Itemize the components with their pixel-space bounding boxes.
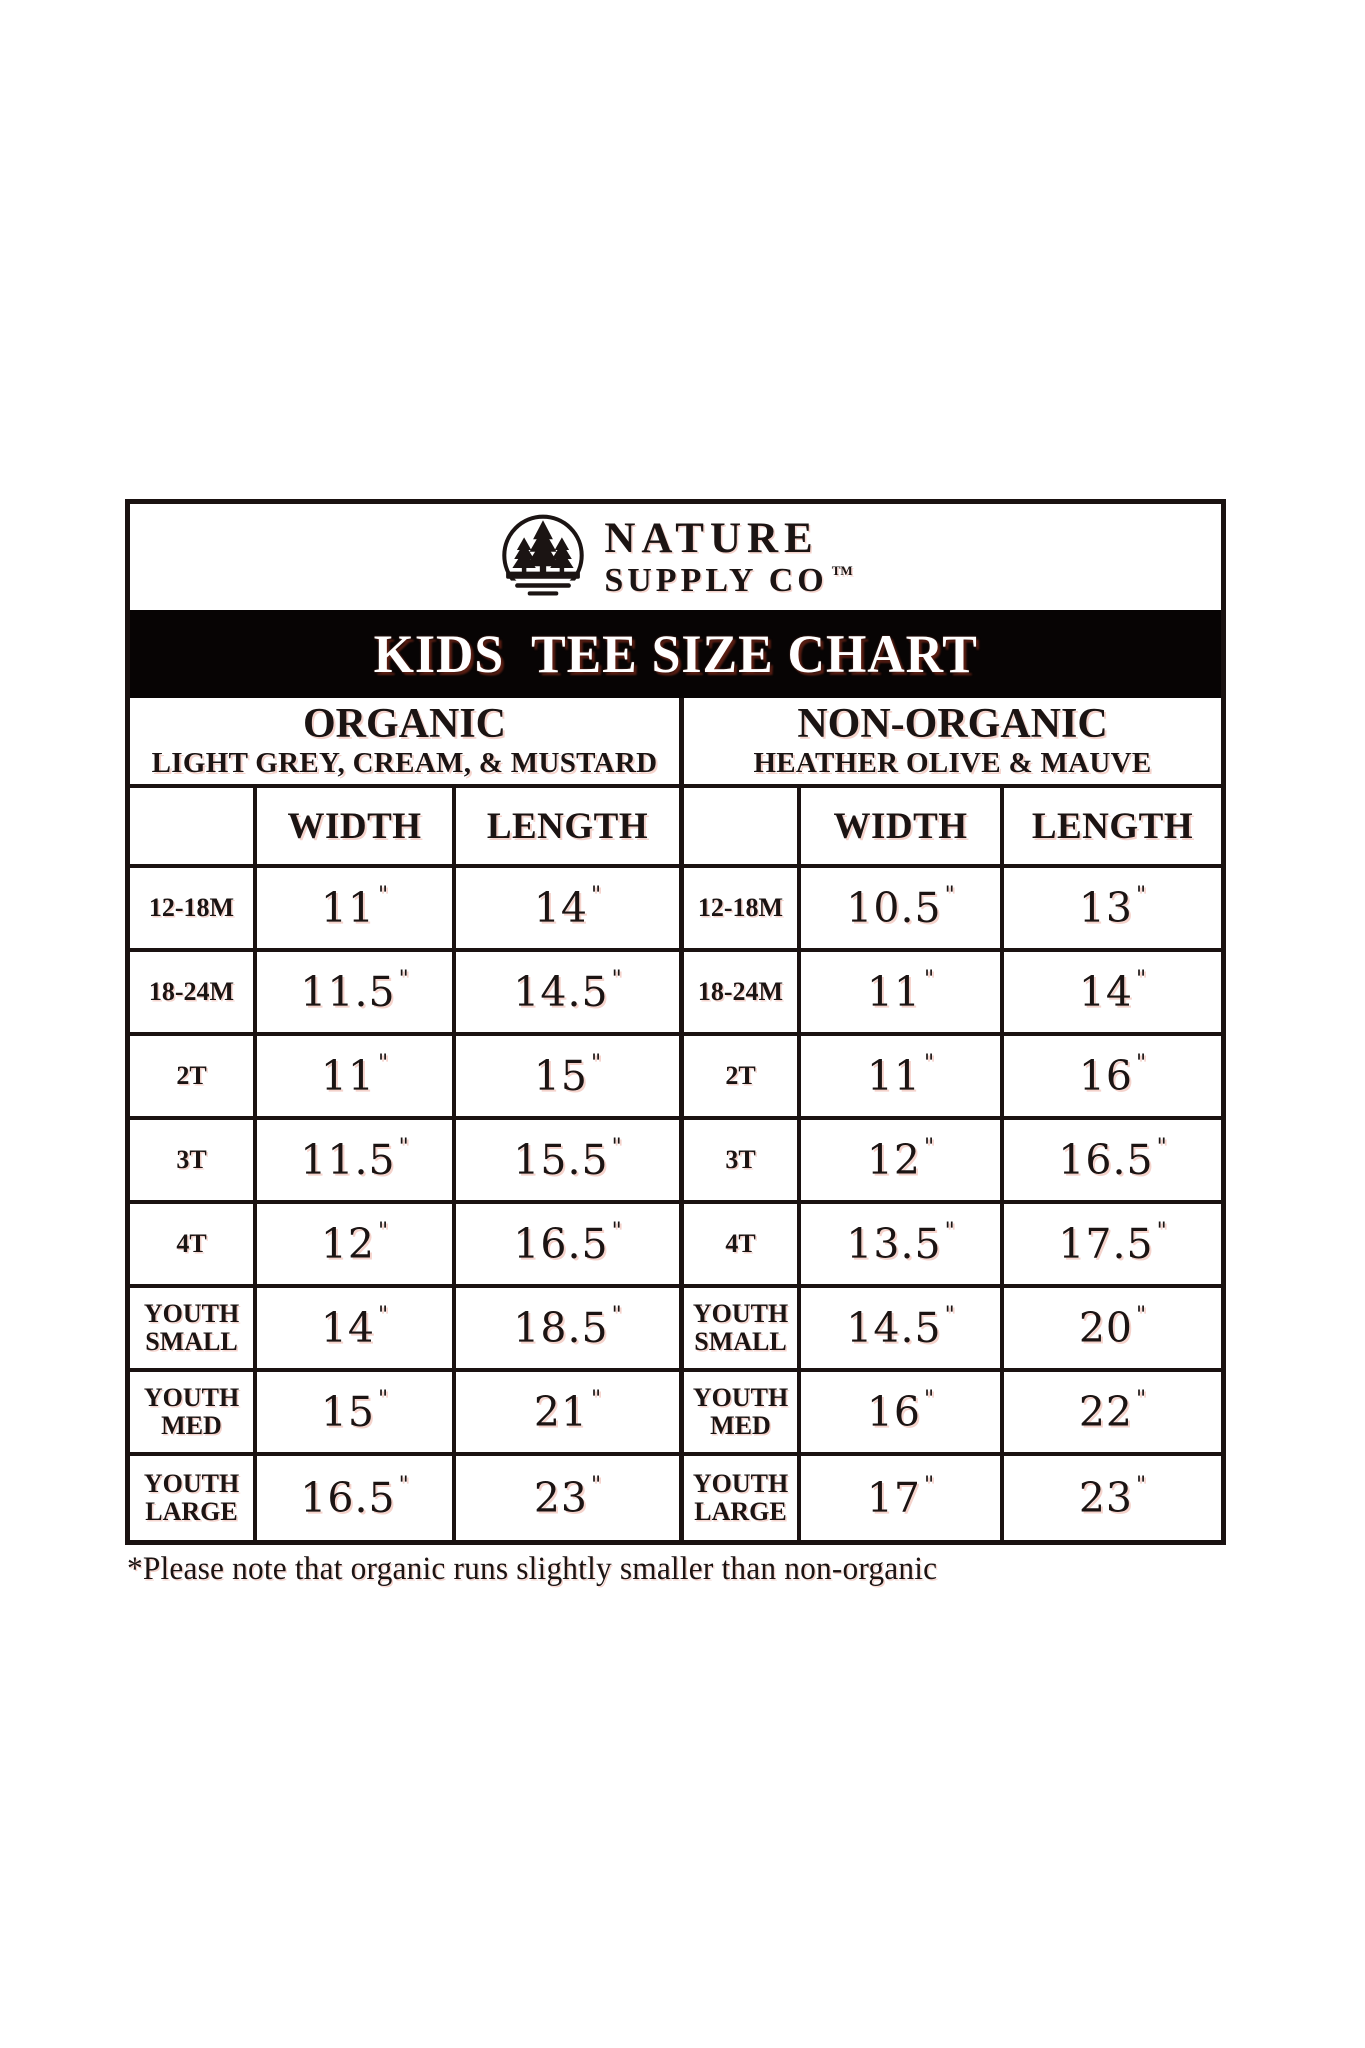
organic-size-label: 3T bbox=[130, 1120, 257, 1204]
organic-length-value-number: 14 bbox=[533, 884, 589, 932]
organic-length-value-number: 23 bbox=[533, 1474, 589, 1522]
inch-mark: " bbox=[924, 1472, 935, 1498]
organic-length-column-header: LENGTH bbox=[456, 788, 684, 868]
inch-mark: " bbox=[378, 1386, 389, 1412]
organic-width-value bbox=[257, 868, 456, 952]
brand-wordmark bbox=[604, 514, 853, 599]
organic-width-value-number: 14 bbox=[320, 1304, 376, 1352]
organic-section-subtitle: LIGHT GREY, CREAM, & MUSTARD bbox=[151, 747, 658, 780]
inch-mark: " bbox=[1156, 1134, 1167, 1160]
inch-mark: " bbox=[611, 966, 622, 992]
inch-mark: " bbox=[378, 1218, 389, 1244]
organic-length-value-number: 16.5 bbox=[513, 1220, 609, 1268]
non-organic-width-value-number: 13.5 bbox=[846, 1220, 942, 1268]
non-organic-length-value-number: 23 bbox=[1078, 1474, 1134, 1522]
organic-length-value bbox=[456, 1372, 684, 1456]
organic-size-label: 12-18M bbox=[130, 868, 257, 952]
inch-mark: " bbox=[924, 1134, 935, 1160]
non-organic-size-label: 3T bbox=[684, 1120, 801, 1204]
inch-mark: " bbox=[611, 1218, 622, 1244]
non-organic-width-value bbox=[801, 1120, 1004, 1204]
inch-mark: " bbox=[1136, 1472, 1147, 1498]
inch-mark: " bbox=[944, 882, 955, 908]
inch-mark: " bbox=[378, 1302, 389, 1328]
organic-width-value bbox=[257, 1456, 456, 1540]
organic-width-value-number: 11.5 bbox=[300, 968, 396, 1016]
non-organic-width-value bbox=[801, 868, 1004, 952]
organic-width-value-number: 11 bbox=[320, 884, 376, 932]
inch-mark: " bbox=[591, 882, 602, 908]
inch-mark: " bbox=[1136, 1050, 1147, 1076]
inch-mark: " bbox=[591, 1472, 602, 1498]
inch-mark: " bbox=[944, 1302, 955, 1328]
non-organic-width-value bbox=[801, 1036, 1004, 1120]
non-organic-section-header bbox=[684, 698, 1221, 788]
trademark-symbol: TM bbox=[831, 562, 853, 578]
kids-tee-size-chart bbox=[125, 499, 1226, 1545]
organic-length-value bbox=[456, 1120, 684, 1204]
non-organic-length-value-number: 17.5 bbox=[1058, 1220, 1154, 1268]
non-organic-width-value-number: 14.5 bbox=[846, 1304, 942, 1352]
non-organic-size-label: 12-18M bbox=[684, 868, 801, 952]
non-organic-length-value-number: 13 bbox=[1078, 884, 1134, 932]
non-organic-length-value bbox=[1004, 1036, 1221, 1120]
non-organic-width-value-number: 12 bbox=[866, 1136, 922, 1184]
non-organic-width-value-number: 17 bbox=[866, 1474, 922, 1522]
brand-name-line2: SUPPLY CO ™ bbox=[604, 561, 853, 599]
inch-mark: " bbox=[398, 966, 409, 992]
non-organic-length-value-number: 22 bbox=[1078, 1388, 1134, 1436]
non-organic-width-value bbox=[801, 952, 1004, 1036]
inch-mark: " bbox=[1136, 882, 1147, 908]
organic-size-corner-cell bbox=[130, 788, 257, 868]
non-organic-section-title: NON-ORGANIC bbox=[797, 701, 1108, 748]
non-organic-length-column-header: LENGTH bbox=[1004, 788, 1221, 868]
inch-mark: " bbox=[591, 1050, 602, 1076]
organic-size-label: 18-24M bbox=[130, 952, 257, 1036]
organic-width-value bbox=[257, 952, 456, 1036]
inch-mark: " bbox=[611, 1302, 622, 1328]
organic-width-value-number: 12 bbox=[320, 1220, 376, 1268]
inch-mark: " bbox=[924, 1050, 935, 1076]
organic-width-value-number: 16.5 bbox=[300, 1474, 396, 1522]
non-organic-width-value-number: 11 bbox=[866, 968, 922, 1016]
non-organic-size-label: 2T bbox=[684, 1036, 801, 1120]
organic-width-value bbox=[257, 1120, 456, 1204]
inch-mark: " bbox=[378, 882, 389, 908]
non-organic-length-value-number: 14 bbox=[1078, 968, 1134, 1016]
inch-mark: " bbox=[1156, 1218, 1167, 1244]
non-organic-width-value-number: 16 bbox=[866, 1388, 922, 1436]
organic-section-header bbox=[130, 698, 684, 788]
organic-length-value-number: 14.5 bbox=[513, 968, 609, 1016]
organic-section-title: ORGANIC bbox=[302, 701, 506, 748]
non-organic-section-subtitle: HEATHER OLIVE & MAUVE bbox=[753, 747, 1152, 780]
non-organic-size-label: YOUTH LARGE bbox=[684, 1456, 801, 1540]
non-organic-size-label: 18-24M bbox=[684, 952, 801, 1036]
non-organic-width-value-number: 10.5 bbox=[846, 884, 942, 932]
organic-length-value bbox=[456, 1036, 684, 1120]
organic-length-value bbox=[456, 1456, 684, 1540]
organic-length-value bbox=[456, 952, 684, 1036]
non-organic-length-value bbox=[1004, 1204, 1221, 1288]
non-organic-length-value bbox=[1004, 868, 1221, 952]
non-organic-width-value-number: 11 bbox=[866, 1052, 922, 1100]
organic-size-label: 2T bbox=[130, 1036, 257, 1120]
non-organic-size-corner-cell bbox=[684, 788, 801, 868]
inch-mark: " bbox=[924, 1386, 935, 1412]
non-organic-width-column-header: WIDTH bbox=[801, 788, 1004, 868]
non-organic-length-value bbox=[1004, 1372, 1221, 1456]
inch-mark: " bbox=[1136, 966, 1147, 992]
inch-mark: " bbox=[398, 1472, 409, 1498]
non-organic-length-value bbox=[1004, 1456, 1221, 1540]
inch-mark: " bbox=[944, 1218, 955, 1244]
organic-length-value bbox=[456, 1204, 684, 1288]
organic-width-value-number: 11 bbox=[320, 1052, 376, 1100]
non-organic-size-label: YOUTH MED bbox=[684, 1372, 801, 1456]
organic-size-label: 4T bbox=[130, 1204, 257, 1288]
organic-width-value-number: 11.5 bbox=[300, 1136, 396, 1184]
organic-width-value bbox=[257, 1036, 456, 1120]
non-organic-size-label: 4T bbox=[684, 1204, 801, 1288]
non-organic-width-value bbox=[801, 1288, 1004, 1372]
inch-mark: " bbox=[591, 1386, 602, 1412]
inch-mark: " bbox=[1136, 1302, 1147, 1328]
brand-header bbox=[130, 504, 1221, 610]
non-organic-width-value bbox=[801, 1372, 1004, 1456]
organic-width-value bbox=[257, 1288, 456, 1372]
organic-length-value bbox=[456, 1288, 684, 1372]
inch-mark: " bbox=[398, 1134, 409, 1160]
inch-mark: " bbox=[1136, 1386, 1147, 1412]
organic-size-label: YOUTH LARGE bbox=[130, 1456, 257, 1540]
organic-length-value-number: 15 bbox=[533, 1052, 589, 1100]
size-table bbox=[130, 698, 1221, 1540]
non-organic-length-value-number: 20 bbox=[1078, 1304, 1134, 1352]
non-organic-size-label: YOUTH SMALL bbox=[684, 1288, 801, 1372]
inch-mark: " bbox=[378, 1050, 389, 1076]
non-organic-length-value-number: 16.5 bbox=[1058, 1136, 1154, 1184]
footnote: *Please note that organic runs slightly smaller than non-organic bbox=[127, 1551, 938, 1587]
organic-length-value bbox=[456, 868, 684, 952]
chart-title-banner bbox=[130, 610, 1221, 698]
organic-width-column-header: WIDTH bbox=[257, 788, 456, 868]
non-organic-width-value bbox=[801, 1204, 1004, 1288]
non-organic-width-value bbox=[801, 1456, 1004, 1540]
non-organic-length-value bbox=[1004, 1120, 1221, 1204]
inch-mark: " bbox=[924, 966, 935, 992]
brand-name-line1: NATURE bbox=[604, 514, 819, 562]
organic-width-value-number: 15 bbox=[320, 1388, 376, 1436]
non-organic-length-value bbox=[1004, 952, 1221, 1036]
organic-width-value bbox=[257, 1204, 456, 1288]
chart-title: KIDS TEE SIZE CHART bbox=[373, 624, 978, 684]
organic-length-value-number: 21 bbox=[533, 1388, 589, 1436]
organic-size-label: YOUTH SMALL bbox=[130, 1288, 257, 1372]
organic-size-label: YOUTH MED bbox=[130, 1372, 257, 1456]
inch-mark: " bbox=[611, 1134, 622, 1160]
organic-width-value bbox=[257, 1372, 456, 1456]
non-organic-length-value-number: 16 bbox=[1078, 1052, 1134, 1100]
non-organic-length-value bbox=[1004, 1288, 1221, 1372]
organic-length-value-number: 18.5 bbox=[513, 1304, 609, 1352]
nature-supply-logo-icon bbox=[498, 514, 588, 604]
organic-length-value-number: 15.5 bbox=[513, 1136, 609, 1184]
